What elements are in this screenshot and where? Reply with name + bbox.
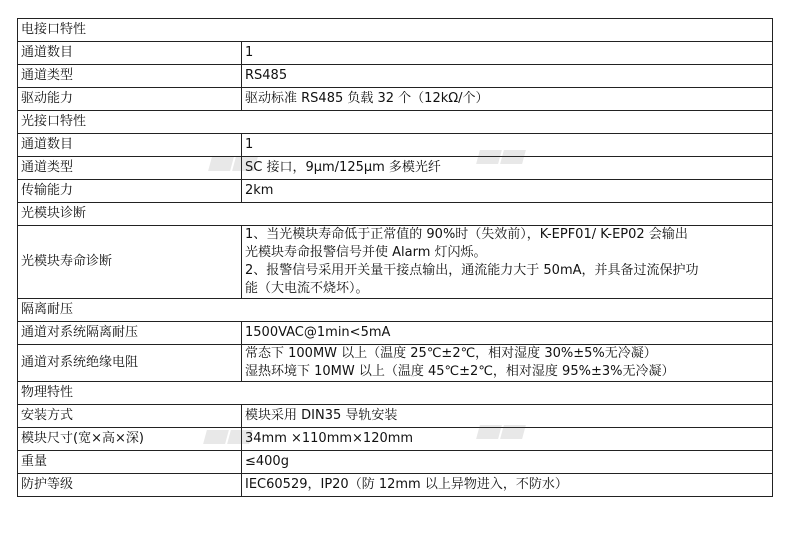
spec-row xyxy=(18,226,773,299)
spec-value: 34mm ×110mm×120mm xyxy=(242,428,773,451)
spec-value: 1 xyxy=(242,42,773,65)
spec-table-body xyxy=(18,19,773,497)
section-header-row xyxy=(18,382,773,405)
section-title: 隔离耐压 xyxy=(18,299,773,322)
spec-row xyxy=(18,322,773,345)
spec-value-line: 常态下 100MW 以上（温度 25℃±2℃，相对湿度 30%±5%无冷凝） xyxy=(245,346,657,361)
spec-value xyxy=(242,345,773,382)
section-title: 光接口特性 xyxy=(18,111,773,134)
spec-label: 通道数目 xyxy=(18,134,242,157)
spec-row xyxy=(18,134,773,157)
spec-row xyxy=(18,42,773,65)
spec-row xyxy=(18,65,773,88)
spec-value: IEC60529，IP20（防 12mm 以上异物进入，不防水） xyxy=(242,474,773,497)
spec-value: SC 接口，9μm/125μm 多模光纤 xyxy=(242,157,773,180)
spec-value: ≤400g xyxy=(242,451,773,474)
spec-label: 驱动能力 xyxy=(18,88,242,111)
section-title: 光模块诊断 xyxy=(18,203,773,226)
spec-value: 2km xyxy=(242,180,773,203)
spec-label: 安装方式 xyxy=(18,405,242,428)
spec-label: 通道类型 xyxy=(18,157,242,180)
spec-label: 光模块寿命诊断 xyxy=(18,226,242,299)
spec-row xyxy=(18,180,773,203)
spec-label: 通道类型 xyxy=(18,65,242,88)
spec-label: 重量 xyxy=(18,451,242,474)
spec-row xyxy=(18,428,773,451)
spec-row xyxy=(18,88,773,111)
spec-table xyxy=(17,18,773,497)
spec-label: 通道对系统隔离耐压 xyxy=(18,322,242,345)
spec-row xyxy=(18,157,773,180)
spec-label: 通道对系统绝缘电阻 xyxy=(18,345,242,382)
section-header-row xyxy=(18,203,773,226)
spec-row xyxy=(18,451,773,474)
section-title: 物理特性 xyxy=(18,382,773,405)
section-header-row xyxy=(18,19,773,42)
spec-value-line: 2、报警信号采用开关量干接点输出，通流能力大于 50mA，并具备过流保护功 xyxy=(245,263,699,278)
spec-label: 通道数目 xyxy=(18,42,242,65)
section-header-row xyxy=(18,299,773,322)
spec-value: RS485 xyxy=(242,65,773,88)
spec-value-line: 湿热环境下 10MW 以上（温度 45℃±2℃，相对湿度 95%±3%无冷凝） xyxy=(245,364,675,379)
spec-value-line: 能（大电流不烧坏）。 xyxy=(245,281,369,296)
spec-value: 驱动标准 RS485 负载 32 个（12kΩ/个） xyxy=(242,88,773,111)
spec-value: 1 xyxy=(242,134,773,157)
section-header-row xyxy=(18,111,773,134)
spec-value: 模块采用 DIN35 导轨安装 xyxy=(242,405,773,428)
section-title: 电接口特性 xyxy=(18,19,773,42)
spec-value xyxy=(242,226,773,299)
spec-value: 1500VAC@1min<5mA xyxy=(242,322,773,345)
spec-value-line: 1、当光模块寿命低于正常值的 90%时（失效前），K-EPF01/ K-EP02 会输出 xyxy=(245,227,688,242)
spec-row xyxy=(18,345,773,382)
spec-row xyxy=(18,405,773,428)
spec-row xyxy=(18,474,773,497)
spec-label: 模块尺寸(宽×高×深) xyxy=(18,428,242,451)
spec-value-line: 光模块寿命报警信号并使 Alarm 灯闪烁。 xyxy=(245,245,487,260)
spec-label: 防护等级 xyxy=(18,474,242,497)
spec-label: 传输能力 xyxy=(18,180,242,203)
